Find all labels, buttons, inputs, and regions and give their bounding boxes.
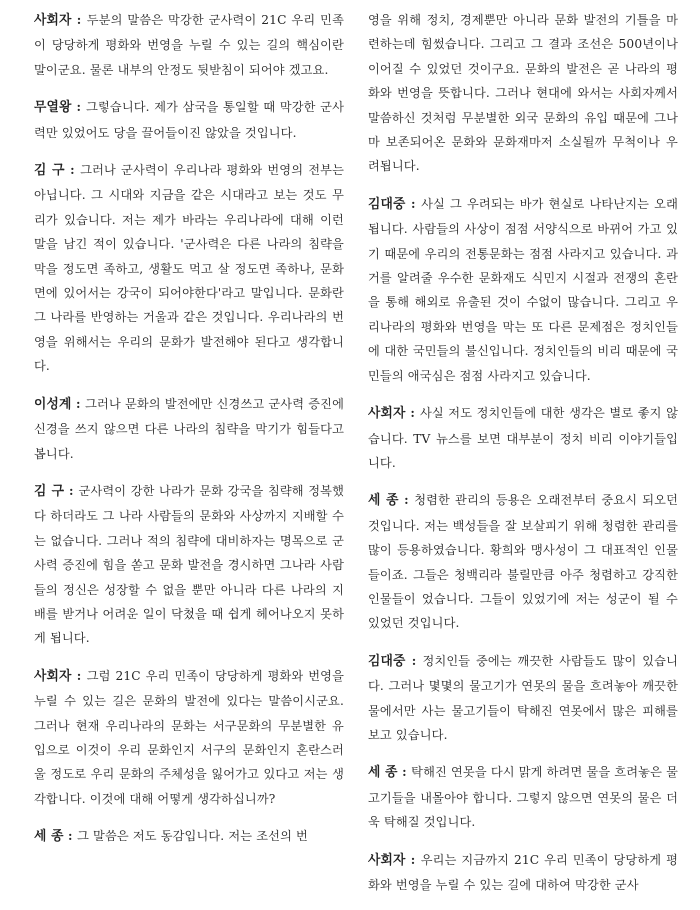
dialogue-text: 두분의 말씀은 막강한 군사력이 21C 우리 민족이 당당하게 평화와 번영을 누릴 수 있는 길의 핵심이란 말이군요. 물론 내부의 안정도 뒷받침이 되어야 겠고요. [34,13,345,77]
speaker-name: 사회자 [368,852,406,868]
speaker-name: 사회자 [368,406,406,422]
dialogue-entry [368,848,678,898]
dialogue-entry [368,488,678,635]
speaker-name: 세 종 [34,829,64,845]
speaker-name: 사회자 [34,13,72,28]
dialogue-text: 청렴한 관리의 등용은 오래전부터 중요시 되오던 것입니다. 저는 백성들을 잘 보살피기 위해 청렴한 관리를 많이 등용하였습니다. 황희와 맹사성이 그 대표적인 인물들이죠. 그들은 청백리라 불릴만큼 아주 청렴하고 강직한 인물들이 었습니다. 그들이 있었기에 저는 성군이 될 수 있었던 것입니다. [368,493,678,631]
dialogue-entry [34,158,344,379]
dialogue-text: 영을 위해 정치, 경제뿐만 아니라 문화 발전의 기틀을 마련하는데 힘썼습니다. 그리고 그 결과 조선은 500년이나 이어질 수 있었던 것이구요. 문화의 발전은 곧 나라의 평화와 번영을 뜻합니다. 그러나 현대에 와서는 사회자께서 말씀하신 것처럼 무분별한 외국 문화의 유입 때문에 그나마 보존되어온 문화와 문화재마저 소실될까 무척이나 우려됩니다. [368,13,678,174]
speaker-name: 김대중 [368,196,406,212]
dialogue-entry [34,824,344,849]
dialogue-entry [368,192,678,388]
dialogue-text: 우리는 지금까지 21C 우리 민족이 당당하게 평화와 번영을 누릴 수 있는 길에 대하여 막강한 군사 [368,852,679,892]
dialogue-entry [34,479,344,651]
dialogue-continuation [368,8,678,179]
speaker-separator: : [71,100,87,115]
speaker-separator: : [405,406,420,421]
speaker-separator: : [71,13,87,27]
speaker-name: 세 종 [368,765,398,781]
speaker-name: 사회자 [34,668,72,684]
right-column [368,8,678,910]
dialogue-text: 그럼 21C 우리 민족이 당당하게 평화와 번영을 누릴 수 있는 길은 문화의 발전에 있다는 말씀이시군요. 그러나 현재 우리나라의 문화는 서구문화의 무분별한 유입으로 이것이 우리 문화인지 서구의 문화인지 혼란스러울 정도로 우리 문화의 주체성을 잃어가고 있다고 저는 생각합니다. 이것에 대해 어떻게 생각하십니까? [34,668,345,806]
speaker-name: 김대중 [368,653,406,669]
dialogue-entry [368,401,678,475]
dialogue-text: 탁해진 연못을 다시 맑게 하려면 물을 흐려놓은 물고기들을 내몰아야 합니다. 그렇지 않으면 연못의 물은 더욱 탁해질 것입니다. [368,765,678,830]
dialogue-text: 정치인들 중에는 깨끗한 사람들도 많이 있습니다. 그러나 몇몇의 물고기가 연못의 물을 흐려놓아 깨끗한 물에서만 사는 물고기들이 탁해진 연못에서 많은 피해를 보고 있습니다. [368,653,678,742]
speaker-separator: : [64,483,79,498]
dialogue-text: 그러나 문화의 발전에만 신경쓰고 군사력 증진에 신경을 쓰지 않으면 다른 나라의 침략을 막기가 힘들다고 봅니다. [34,396,344,461]
dialogue-text: 그 말씀은 저도 동감입니다. 저는 조선의 번 [77,829,308,844]
dialogue-entry [368,760,678,834]
speaker-name: 이성계 [34,396,72,412]
speaker-separator: : [398,493,415,508]
speaker-separator: : [405,852,421,867]
dialogue-entry [34,392,344,466]
left-column [34,8,344,863]
speaker-separator: : [405,653,423,668]
dialogue-entry [34,95,344,145]
speaker-name: 무열왕 [34,100,72,116]
dialogue-text: 사실 그 우려되는 바가 현실로 나타난지는 오래됩니다. 사람들의 사상이 점점 서양식으로 바뀌어 가고 있기 때문에 우리의 전통문화는 점점 사라지고 있습니다. 과거를 알려줄 우수한 문화재도 식민지 시절과 전쟁의 혼란을 통해 해외로 유출된 것이 수없이 많습니다. 그리고 우리나라의 평화와 번영을 막는 또 다른 문제점은 정치인들에 대한 국민들의 불신입니다. 정치인들의 비리 때문에 국민들의 애국심은 점점 사라지고 있습니다. [368,196,679,383]
dialogue-text: 그러나 군사력이 우리나라 평화와 번영의 전부는 아닙니다. 그 시대와 지금을 같은 시대라고 보는 것도 무리가 있습니다. 저는 제가 바라는 우리나라에 대해 이런 말을 남긴 적이 있습니다. '군사력은 다른 나라의 침략을 막을 정도면 족하고, 생활도 먹고 살 정도면 족하나, 문화면에 있어서는 강국이 되어야한다'라고 말입니다. 문화란 그 나라를 반영하는 거울과 같은 것입니다. 우리나라의 번영을 위해서는 우리의 문화가 발전해야 된다고 생각합니다. [34,163,344,374]
dialogue-entry [368,649,678,748]
dialogue-text: 군사력이 강한 나라가 문화 강국을 침략해 정복했다 하더라도 그 나라 사람들의 문화와 사상까지 지배할 수는 없습니다. 그러나 적의 침략에 대비하자는 명목으로 군사력 증진에 힘을 쏟고 문화 발전을 경시하면 그나라 사람들의 정신은 성장할 수 없을 뿐만 아니라 다른 나라의 지배를 받거나 어려운 일이 닥쳤을 때 쉽게 헤어나오지 못하게 됩니다. [34,483,344,646]
speaker-separator: : [71,668,87,683]
speaker-name: 김 구 [34,483,65,499]
speaker-name: 세 종 [368,493,399,509]
speaker-separator: : [64,163,81,178]
speaker-separator: : [71,396,86,411]
speaker-separator: : [397,765,412,780]
speaker-separator: : [405,196,422,211]
speaker-name: 김 구 [34,163,65,179]
dialogue-entry [34,664,344,811]
speaker-separator: : [63,829,78,844]
dialogue-text: 사실 저도 정치인들에 대한 생각은 별로 좋지 않습니다. TV 뉴스를 보면 대부분이 정치 비리 이야기들입니다. [368,406,678,470]
dialogue-text: 그렇습니다. 제가 삼국을 통일할 때 막강한 군사력만 있었어도 당을 끌어들이진 않았을 것입니다. [34,100,344,140]
dialogue-entry [34,8,344,82]
